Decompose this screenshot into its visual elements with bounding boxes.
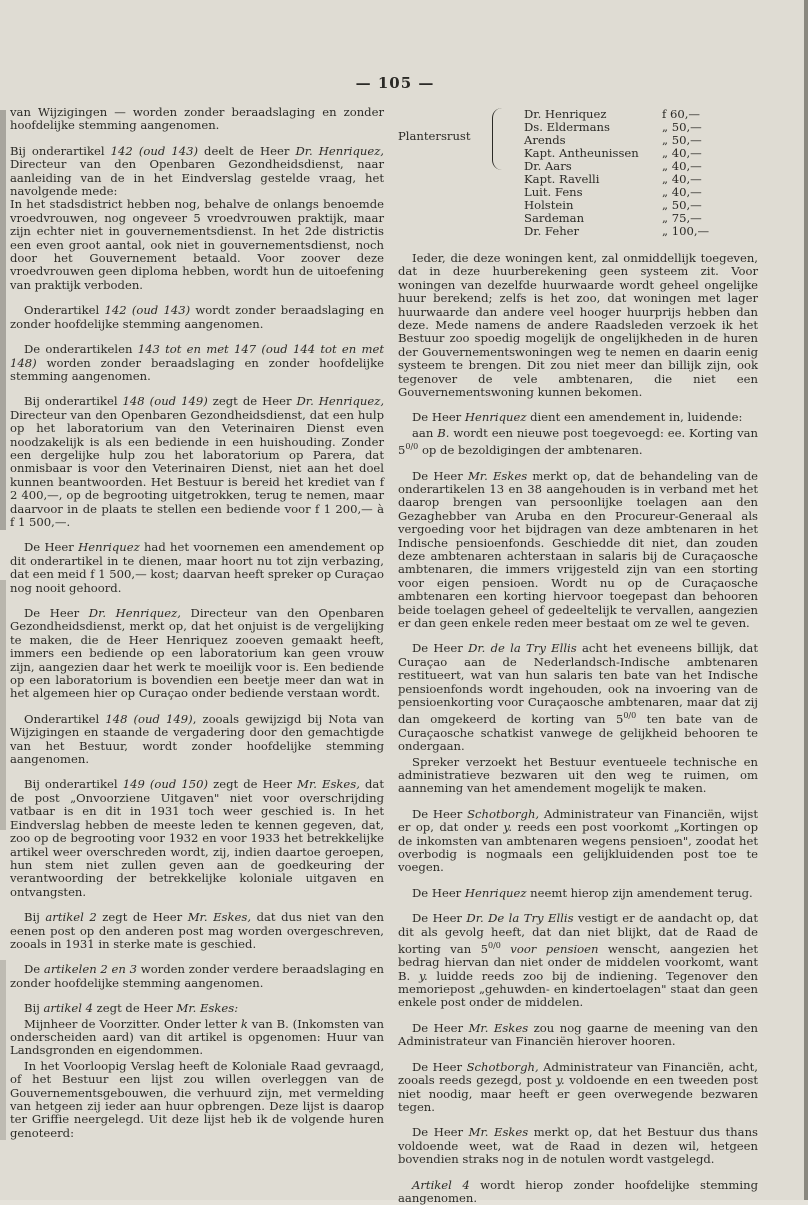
right-column xyxy=(398,106,759,1205)
table-row: Luit. Fens „ 40,— xyxy=(524,185,702,199)
paragraph: De Heer Schotborgh, Administrateur van Financiën, acht, zooals reeds gezegd, post y. voldoende en een tweeden post niet noodig, maar heeft er geen overwegende bezwaren tegen. xyxy=(398,1059,758,1114)
table-row: Arends „ 50,— xyxy=(524,133,702,147)
paragraph: In het Voorloopig Verslag heeft de Koloniale Raad gevraagd, of het Bestuur een lijst zou willen overleggen van de Gouvernementsgebouwen, die verhuurd zijn, met vermelding van hetgeen zij ieder aan huur opbrengen. Deze lijst is daarop ter Griffie neergelegd. Uit deze lijst heb ik de volgende huren genoteerd: xyxy=(10,1058,384,1140)
rent-table xyxy=(398,106,758,248)
paragraph: Spreker verzoekt het Bestuur eventueele technische en administratieve bezwaren uit den weg te ruimen, om aanneming van het amendement mogelijk te maken. xyxy=(398,754,758,796)
table-row: Kapt. Antheunissen „ 40,— xyxy=(524,146,702,160)
paragraph: De artikelen 2 en 3 worden zonder verdere beraadslaging en zonder hoofdelijke stemming aangenomen. xyxy=(10,962,384,990)
brace-mark xyxy=(492,108,503,170)
paragraph: Bij artikel 4 zegt de Heer Mr. Eskes: xyxy=(24,1001,239,1016)
table-row: Dr. Aars „ 40,— xyxy=(524,159,702,173)
paragraph: Bij onderartikel 149 (oud 150) zegt de Heer Mr. Eskes, dat de post „Onvoorziene Uitgaven" niet voor overschrijding vatbaar is en dit in 1931 toch weer geschied is. In het Eindverslag hebben de meeste leden te kennen gegeven, dat, zoo op de begrooting voor 1932 en voor 1933 het betrekkelijke artikel weer overschreden wordt, zij, indien daartoe geroepen, hun stem niet zullen geven aan de goedkeuring der verantwoording der betrekkelijke koloniale uitgaven en ontvangsten. xyxy=(10,777,384,899)
plantersrust-label: Plantersrust xyxy=(398,129,471,143)
scan-edge-shadow xyxy=(0,580,6,830)
table-row: Ds. Eldermans „ 50,— xyxy=(524,120,702,134)
paragraph: Ieder, die deze woningen kent, zal onmiddellijk toegeven, dat in deze huurberekening geen systeem zit. Voor woningen van dezelfde huurwaarde wordt geheel ongelijke huur berekend; zelfs is het zoo, dat woningen met lager huurwaarde dan andere veel hooger huurprijs hebben dan deze. Mede namens de andere Raadsleden verzoek ik het Bestuur zoo spoedig mogelijk de ongelijkheden in de huren der Gouvernementswoningen weg te nemen en daarin eenig systeem te brengen. Dit zou niet meer dan billijk zijn, ook tegenover de vele ambtenaren, die niet een Gouvernementswoning kunnen bekomen. xyxy=(398,251,758,400)
left-column xyxy=(10,106,384,1166)
paragraph: De Heer Mr. Eskes zou nog gaarne de meening van den Administrateur van Financiën hierover hooren. xyxy=(398,1020,759,1049)
table-row: Dr. Feher „ 100,— xyxy=(524,224,710,238)
paragraph: Bij onderartikel 148 (oud 149) zegt de Heer Dr. Henriquez, Directeur van den Openbaren Gezondheidsdienst, dat een hulp op het laboratorium van den Veterinairen Dienst even noodzakelijk is als een bediende in een huishouding. Zonder een dergelijke hulp zou het laboratorium op Parera, dat onmisbaar is voor den Veterinairen Dienst, niet aan het doel kunnen beantwoorden. Het Bestuur is bereid het krediet van f 2 400,—, op de begrooting uitgetrokken, terug te nemen, maar daarvoor in de plaats te stellen een bediende voor f 1 200,— à f 1 500,—. xyxy=(10,394,385,529)
paragraph: De Heer Mr. Eskes merkt op, dat het Bestuur dus thans voldoende weet, wat de Raad in dezen wil, hetgeen bovendien straks nog in de notulen wordt vastgelegd. xyxy=(398,1125,758,1167)
page-number: — 105 — xyxy=(355,74,435,92)
table-row: Kapt. Ravelli „ 40,— xyxy=(524,172,702,186)
paragraph: De Heer Henriquez had het voornemen een amendement op dit onderartikel in te dienen, maar hoort nu tot zijn verbazing, dat een meid f 1 500,— kost; daarvan heeft spreker op Curaçao nog nooit gehoord. xyxy=(10,540,384,595)
scan-edge-shadow xyxy=(0,960,6,1140)
paragraph: De Heer Dr. Henriquez, Directeur van den Openbaren Gezondheidsdienst, merkt op, dat het onjuist is de vergelijking te maken, die de Heer Henriquez zooeven gemaakt heeft, immers een bediende op een laboratorium kan geen vrouw zijn, aangezien daar het werk te moeilijk voor is. Een bediende op een laboratorium is bovendien een beetje meer dan wat in het algemeen hier op Curaçao onder bediende verstaan wordt. xyxy=(10,606,385,701)
paragraph: De Heer Dr. De la Try Ellis vestigt er de aandacht op, dat dit als gevolg heeft, dat dan niet blijkt, dat de Raad de korting van $5^{0/0}$ voor pensioen wenscht, aangezien het bedrag hiervan dan niet onder de middelen voorkomt, want B. y. luidde reeds zoo bij de indiening. Tegenover den memoriepost „gehuwden- en kindertoelagen" staat dan geen enkele post onder de middelen. xyxy=(398,911,759,1010)
paragraph: De Heer Henriquez dient een amendement in, luidende: xyxy=(412,410,743,425)
paragraph: Onderartikel 148 (oud 149), zooals gewijzigd bij Nota van Wijzigingen en staande de vergadering door den gemachtigde van het Bestuur, wordt zonder hoofdelijke stemming aangenomen. xyxy=(10,711,384,767)
paragraph: De onderartikelen 143 tot en met 147 (oud 144 tot en met 148) worden zonder beraadslaging en zonder hoofdelijke stemming aangenomen. xyxy=(10,342,385,383)
paragraph: Bij onderartikel 142 (oud 143) deelt de Heer Dr. Henriquez, Directeur van den Openbaren Gezondheidsdienst, naar aanleiding van de in het Eindverslag gestelde vraag, het navolgende mede: In het stadsdistrict hebben nog, behalve de onlangs benoemde vroedvrouwen, nog ongeveer 5 vroedvrouwen praktijk, maar zijn echter niet in gouvernementsdienst. In het 2de districtis een even groot aantal, ook niet in gouvernementsdienst, noch door het Gouvernement betaald. Voor zoover deze vroedvrouwen geen diploma hebben, wordt hun de uitoefening van praktijk verboden. xyxy=(10,143,384,292)
paragraph: Mijnheer de Voorzitter. Onder letter k van B. (Inkomsten van onderscheiden aard) van dit artikel is opgenomen: Huur van Landsgronden en eigendommen. xyxy=(10,1016,384,1058)
scan-edge-shadow xyxy=(0,110,6,530)
paragraph: De Heer Dr. de la Try Ellis acht het eveneens billijk, dat Curaçao aan de Nederlandsch-Indische ambtenaren restitueert, wat van hun salaris ten bate van het Indische pensioenfonds wordt ingehouden, ook na invoering van de pensioenkorting voor Curaçaosche ambtenaren, maar dat zij dan omgekeerd de korting van $5^{0/0}$ ten bate van de Curaçaosche schatkist vanwege de gelijkheid behooren te ondergaan. xyxy=(398,641,758,754)
paragraph: van Wijzigingen — worden zonder beraadslaging en zonder hoofdelijke stemming aangenomen. xyxy=(10,105,384,133)
paragraph: De Heer Mr. Eskes merkt op, dat de behandeling van de onderartikelen 13 en 38 aangehouden is in verband met het daarop brengen van persoonlijke toelagen aan den Gezaghebber van Aruba en den Procureur-Generaal als vergoeding voor het bijdragen van deze ambtenaren in het Indische pensioenfonds. Geschiedde dit niet, dan zouden deze ambtenaren achterstaan in salaris bij de Curaçaosche ambtenaren, die immers vrijgesteld zijn van een storting voor eigen pensioen. Wordt nu op de Curaçaosche ambtenaren een korting hiervoor toegepast dan behooren beide toelagen geheel of gedeeltelijk te vervallen, aangezien er dan geen enkele reden meer bestaat om ze wel te geven. xyxy=(398,468,758,631)
table-row: Sardeman „ 75,— xyxy=(524,211,702,225)
table-row: Dr. Henriquez f 60,— xyxy=(524,107,701,121)
paragraph: Onderartikel 142 (oud 143) wordt zonder beraadslaging en zonder hoofdelijke stemming aangenomen. xyxy=(10,303,385,331)
paragraph: aan B. wordt een nieuwe post toegevoegd: ee. Korting van $5^{0/0}$ op de bezoldigingen der ambtenaren. xyxy=(398,425,758,458)
table-row: Holstein „ 50,— xyxy=(524,198,702,212)
paragraph: De Heer Henriquez neemt hierop zijn amendement terug. xyxy=(412,885,753,900)
paragraph: Bij artikel 2 zegt de Heer Mr. Eskes, dat dus niet van den eenen post op den anderen post mag worden overgeschreven, zooals in 1931 in sterke mate is geschied. xyxy=(10,910,385,951)
paragraph: De Heer Schotborgh, Administrateur van Financiën, wijst er op, dat onder y. reeds een post voorkomt „Kortingen op de inkomsten van ambtenaren wegens pensioen", zoodat het overbodig is nogmaals een gelijkluidenden post toe te voegen. xyxy=(398,806,758,875)
paragraph: Artikel 4 wordt hierop zonder hoofdelijke stemming aangenomen. xyxy=(398,1177,758,1205)
